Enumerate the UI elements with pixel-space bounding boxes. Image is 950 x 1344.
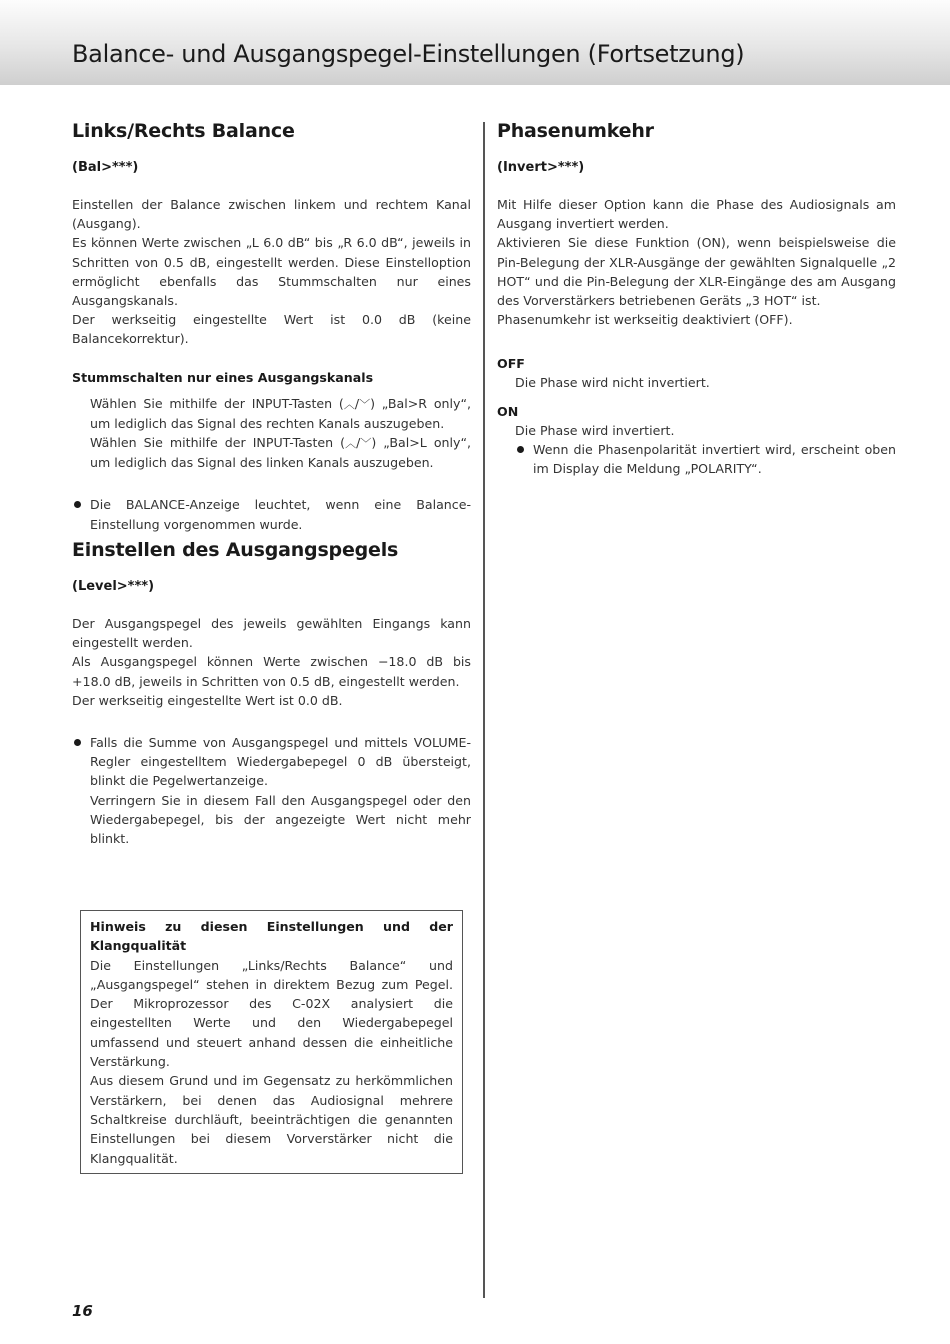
balance-section xyxy=(72,119,471,534)
page-title: Balance- und Ausgangspegel-Einstellungen (Fortsetzung) xyxy=(72,40,745,68)
mute-left-post: ) „Bal>L only“, um lediglich das Signal des linken Kanals auszugeben. xyxy=(90,435,471,471)
level-description xyxy=(72,614,471,710)
note-paragraph: Die Einstellungen „Links/Rechts Balance“ und „Ausgangspegel“ stehen in direktem Bezug zum Pegel. Der Mikroprozessor des C-02X analysiert die eingestellten Werte und den Wiedergabepegel umfassend und steuert anhand dessen die einheitliche Verstärkung. xyxy=(90,957,453,1070)
down-arrow-icon: ﹀ xyxy=(360,437,372,451)
note-title: Hinweis zu diesen Einstellungen und der Klangqualität xyxy=(90,919,453,954)
level-desc-line: Der werkseitig eingestellte Wert ist 0.0 dB. xyxy=(72,692,343,708)
balance-bullet xyxy=(72,495,471,533)
note-paragraph: Aus diesem Grund und im Gegensatz zu herkömmlichen Verstärkern, bei denen das Audiosignal mehrere Schaltkreise durchläuft, beeinträchtigen die genannten Einstellungen bei diesem Vorverstärker nicht die Klangqualität. xyxy=(90,1073,453,1166)
up-arrow-icon: ︿ xyxy=(343,397,355,411)
level-desc-line: Als Ausgangspegel können Werte zwischen −18.0 dB bis +18.0 dB, jeweils in Schritten von 0.5 dB, eingestellt werden. xyxy=(72,654,471,689)
mute-left-text xyxy=(90,433,471,472)
phase-on-text: Die Phase wird invertiert. xyxy=(515,422,675,438)
phase-off-text: Die Phase wird nicht invertiert. xyxy=(515,375,710,391)
bullet-icon xyxy=(74,739,81,746)
bullet-icon xyxy=(517,446,524,453)
mute-right-sep: / xyxy=(354,395,360,411)
mute-left-pre: Wählen Sie mithilfe der INPUT-Tasten ( xyxy=(90,435,346,451)
column-divider xyxy=(483,122,485,1298)
mute-heading: Stummschalten nur eines Ausgangskanals xyxy=(72,369,374,385)
phase-section xyxy=(497,119,896,478)
balance-code: (Bal>***) xyxy=(72,160,139,175)
phase-desc-line: Aktivieren Sie diese Funktion (ON), wenn beispielsweise die Pin-Belegung der XLR-Ausgänge der gewählten Signalquelle „2 HOT“ und die Pin-Belegung der XLR-Eingänge des am Ausgang des Vorverstärkers betriebenen Geräts „3 HOT“ ist. xyxy=(497,235,896,309)
level-bullet-text: Verringern Sie in diesem Fall den Ausgangspegel oder den Wiedergabepegel, bis der angezeigte Wert nicht mehr blinkt. xyxy=(90,792,471,847)
balance-desc-line: Der werkseitig eingestellte Wert ist 0.0 dB (keine Balancekorrektur). xyxy=(72,312,471,347)
page-header xyxy=(0,0,950,85)
mute-right-pre: Wählen Sie mithilfe der INPUT-Tasten ( xyxy=(90,395,344,411)
mute-right-post: ) „Bal>R only“, um lediglich das Signal des rechten Kanals auszugeben. xyxy=(90,395,471,431)
phase-off-label: OFF xyxy=(497,356,525,372)
level-heading: Einstellen des Ausgangspegels xyxy=(72,539,399,561)
mute-left-sep: / xyxy=(356,435,361,451)
phase-on-label: ON xyxy=(497,403,519,419)
up-arrow-icon: ︿ xyxy=(345,437,357,451)
balance-desc-line: Einstellen der Balance zwischen linkem und rechtem Kanal (Ausgang). xyxy=(72,197,471,232)
level-bullet-text: Falls die Summe von Ausgangspegel und mittels VOLUME-Regler eingestelltem Wiedergabepegel 0 dB übersteigt, blinkt die Pegelwertanzeige. xyxy=(90,735,471,789)
bullet-icon xyxy=(74,501,81,508)
page-number: 16 xyxy=(72,1302,93,1320)
phase-desc-line: Mit Hilfe dieser Option kann die Phase des Audiosignals am Ausgang invertiert werden. xyxy=(497,197,896,232)
mute-instructions xyxy=(72,394,471,473)
balance-description xyxy=(72,195,471,349)
balance-bullet-text: Die BALANCE-Anzeige leuchtet, wenn eine Balance-Einstellung vorgenommen wurde. xyxy=(90,497,471,532)
phase-on-bullet-text: Wenn die Phasenpolarität invertiert wird, erscheint oben im Display die Meldung „POLARITY“. xyxy=(533,441,896,477)
phase-description xyxy=(497,195,896,329)
level-desc-line: Der Ausgangspegel des jeweils gewählten Eingangs kann eingestellt werden. xyxy=(72,616,471,651)
phase-on-bullet xyxy=(515,440,896,478)
mute-right-text xyxy=(90,394,471,433)
balance-heading: Links/Rechts Balance xyxy=(72,120,295,142)
phase-desc-line: Phasenumkehr ist werkseitig deaktiviert (OFF). xyxy=(497,312,793,328)
note-box xyxy=(80,910,463,1174)
phase-heading: Phasenumkehr xyxy=(497,120,654,142)
level-code: (Level>***) xyxy=(72,579,155,594)
down-arrow-icon: ﹀ xyxy=(359,397,371,411)
level-bullet xyxy=(72,733,471,848)
level-section xyxy=(72,538,471,848)
phase-code: (Invert>***) xyxy=(497,160,585,175)
balance-desc-line: Es können Werte zwischen „L 6.0 dB“ bis „R 6.0 dB“, jeweils in Schritten von 0.5 dB, eingestellt werden. Diese Einstelloption ermöglicht ebenfalls das Stummschalten nur eines Ausgangskanals. xyxy=(72,235,471,309)
